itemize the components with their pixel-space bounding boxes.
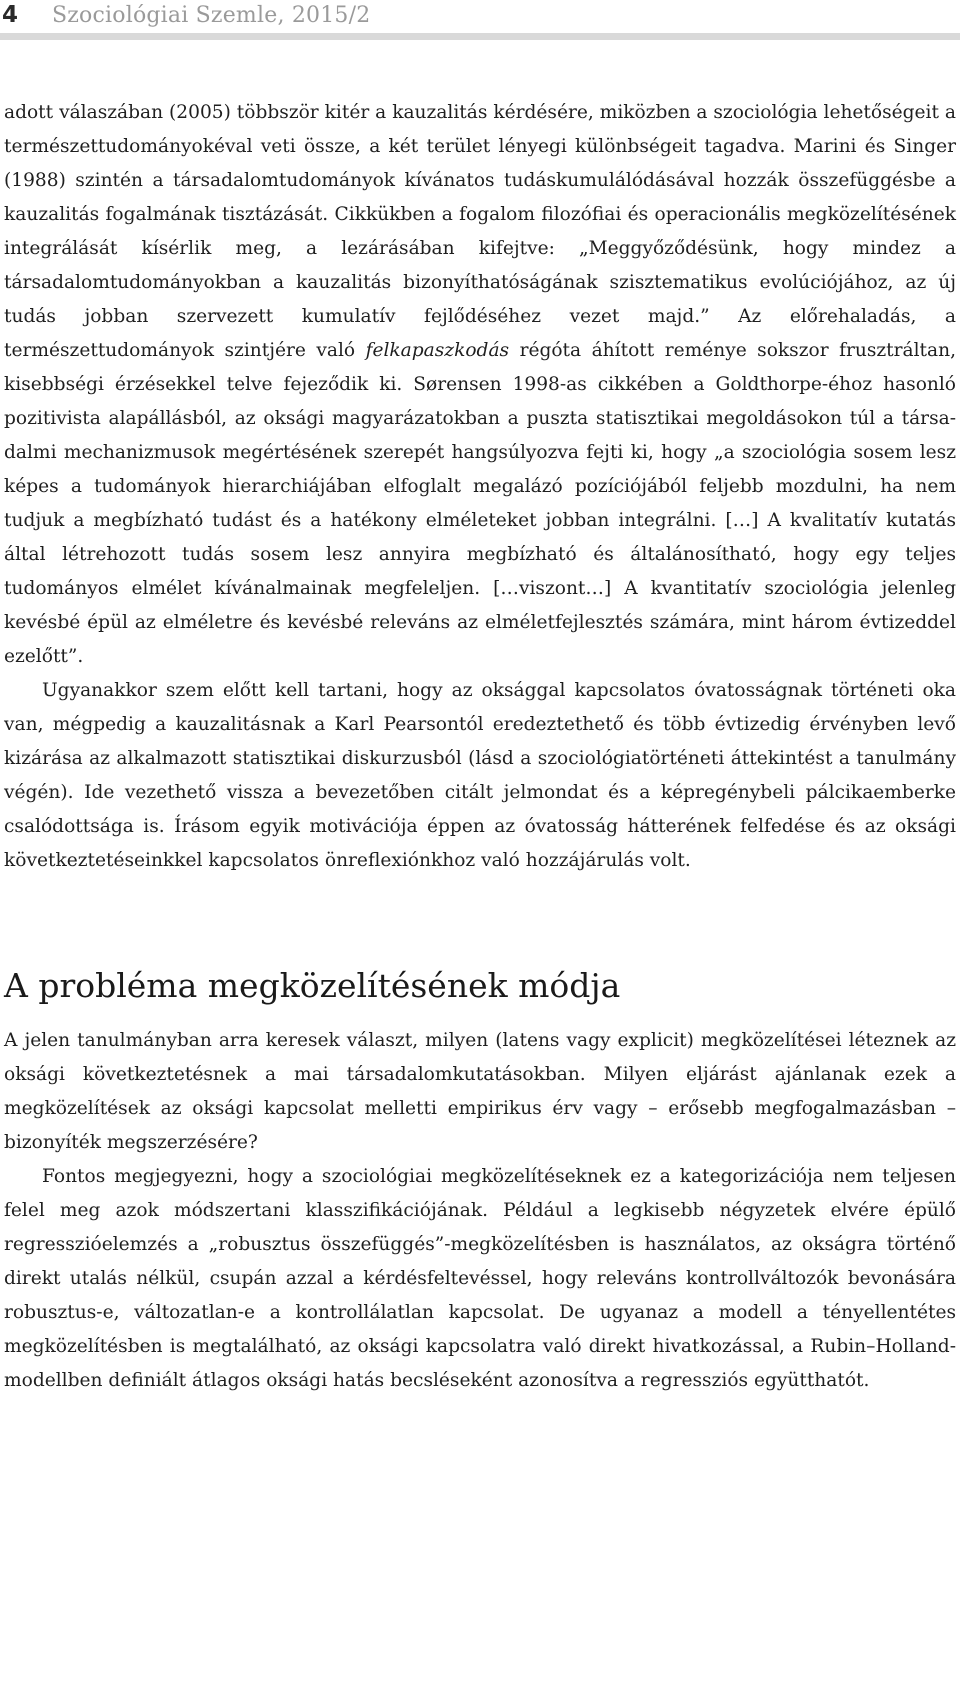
- paragraph-1-text: adott válaszában (2005) többször kitér a kauzalitás kérdésére, miközben a szociológia lehetőségeit a természettudományokéval veti össze, a két terület lényegi különbségeit tagadva. Marini és Singer (1988) szintén a társadalomtudományok kívánatos tudáskumulálódásával hozzák összefüggésbe a kauzalitás fogalmának tisztázását. Cikkükben a fogalom filozófiai és operacionális megközelítésének integrálását kísérlik meg, a lezárásában kifejtve: „Meggyőződésünk, hogy mindez a társadalomtudományokban a kauzalitás bizonyíthatóságának szisztematikus evolúciójához, az új tudás jobban szervezett kumulatív fejlődéséhez vezet majd.” Az előrehaladás, a természettudományok szintjére való: [4, 102, 956, 361]
- spacer: [4, 878, 956, 966]
- running-header: [0, 0, 960, 38]
- spacer: [4, 1006, 956, 1024]
- paragraph-3: A jelen tanulmányban arra keresek választ, milyen (latens vagy explicit) megközelítései léteznek az oksági következtetésnek a mai társadalomkutatásokban. Milyen eljárást ajánlanak ezek a megközelítések az oksági kapcsolat melletti empirikus érv vagy – erősebb megfogalmazásban – bizonyíték megszerzésére?: [4, 1030, 956, 1153]
- article-body: [4, 96, 956, 1398]
- page-number: 4: [2, 2, 19, 28]
- paragraph-1-rest: régóta áhított reménye sokszor frusztráltan, kisebbségi érzésekkel telve fejeződik ki. Sørensen 1998-as cikkében a Goldthorpe-éhoz hasonló pozitivista alapállásból, az oksági magyarázatokban a puszta statisztikai megoldásokon túl a társadalmi mechanizmusok megértésének szerepét hangsúlyozva fejti ki, hogy „a szociológia sosem lesz képes a tudományok hierarchiájában elfoglalt megalázó pozíciójából feljebb mozdulni, ha nem tudjuk a megbízható tudást és a hatékony elméleteket jobban integrálni. […] A kvalitatív kutatás által létrehozott tudás sosem lesz annyira megbízható és általánosítható, hogy egy teljes tudományos elmélet kívánalmainak megfeleljen. […viszont…] A kvantitatív szociológia jelenleg kevésbé épül az elméletre és kevésbé releváns az elméletfejlesztés számára, mint három évtizeddel ezelőtt”.: [4, 340, 956, 667]
- paragraph-1-emphasis: felkapaszkodás: [365, 340, 510, 361]
- paragraph-2: Ugyanakkor szem előtt kell tartani, hogy az oksággal kapcsolatos óvatosságnak történeti oka van, mégpedig a kauzalitásnak a Karl Pearsontól eredeztethető és több évtizedig érvényben levő kizárása az alkalmazott statisztikai diskurzusból (lásd a szociológiatörténeti áttekintést a tanulmány végén). Ide vezethető vissza a bevezetőben citált jelmondat és a képregénybeli pálcikaemberke csalódottsága is. Írásom egyik motivációja éppen az óvatosság hátterének felfedése és az oksági következtetéseinkkel kapcsolatos önreflexiónkhoz való hozzájárulás volt.: [4, 680, 956, 871]
- paragraph-1: [4, 96, 956, 674]
- journal-title: Szociológiai Szemle, 2015/2: [52, 3, 371, 28]
- paragraph-4: Fontos megjegyezni, hogy a szociológiai megközelítéseknek ez a kategorizációja nem teljesen felel meg azok módszertani klasszifikációjának. Például a legkisebb négyzetek elvére épülő regresszióelemzés a „robusztus összefüggés”-megközelítésben is használatos, az okságra történő direkt utalás nélkül, csupán azzal a kérdésfeltevéssel, hogy releváns kontrollváltozók bevonására robusztus-e, változatlan-e a kontrollálatlan kapcsolat. De ugyanaz a modell a tényellentétes megközelítésben is megtalálható, az oksági kapcsolatra való direkt hivatkozással, a Rubin–Holland-modellben definiált átlagos oksági hatás becsléseként azonosítva a regressziós együtthatót.: [4, 1166, 956, 1391]
- section-heading: A probléma megközelítésének módja: [4, 966, 621, 1005]
- header-rule: [0, 33, 960, 40]
